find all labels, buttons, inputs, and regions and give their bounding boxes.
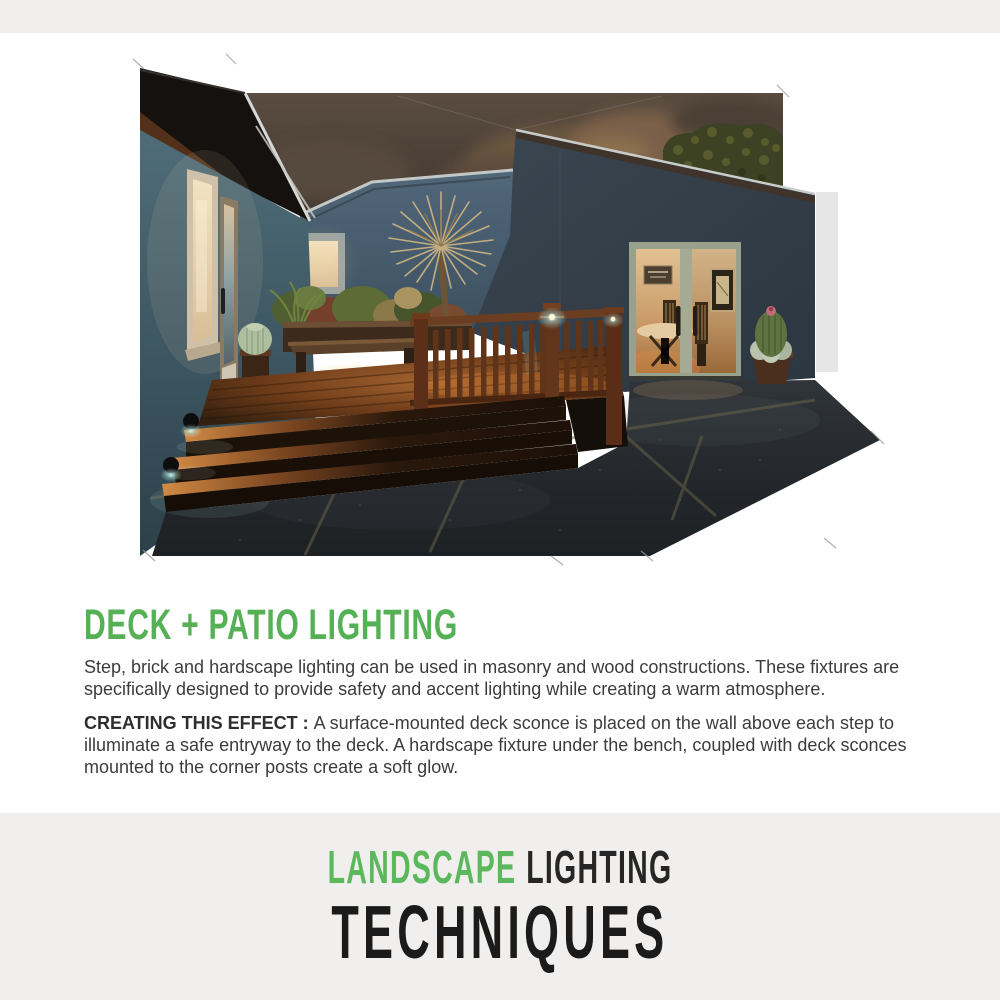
gray-panel — [816, 192, 838, 372]
small-cactus — [238, 323, 272, 382]
effect-paragraph — [84, 712, 922, 778]
page-title: DECK + PATIO LIGHTING — [84, 601, 458, 649]
post-sconce-light-2 — [602, 312, 624, 328]
brand-lighting: LIGHTING — [526, 841, 673, 893]
brand-landscape: LANDSCAPE — [327, 841, 517, 893]
glass-door-left — [220, 196, 238, 401]
footer-brand — [0, 813, 1000, 1000]
effect-text: A surface-mounted deck sconce is placed on the wall above each step to illuminate a safe entryway to the deck. A hardscape fixture under the bench, coupled with deck sconces mounted to the corner posts create a soft glow. — [84, 713, 907, 777]
intro-paragraph: Step, brick and hardscape lighting can be used in masonry and wood constructions. These fixtures are specifically designed to provide safety and accent lighting while creating a warm atmosphere. — [84, 657, 900, 699]
effect-label: CREATING THIS EFFECT : — [84, 713, 314, 733]
post-sconce-light — [537, 307, 567, 329]
brand-title: TECHNIQUES — [331, 890, 669, 974]
lit-window-left — [185, 169, 223, 361]
french-doors — [620, 242, 741, 386]
